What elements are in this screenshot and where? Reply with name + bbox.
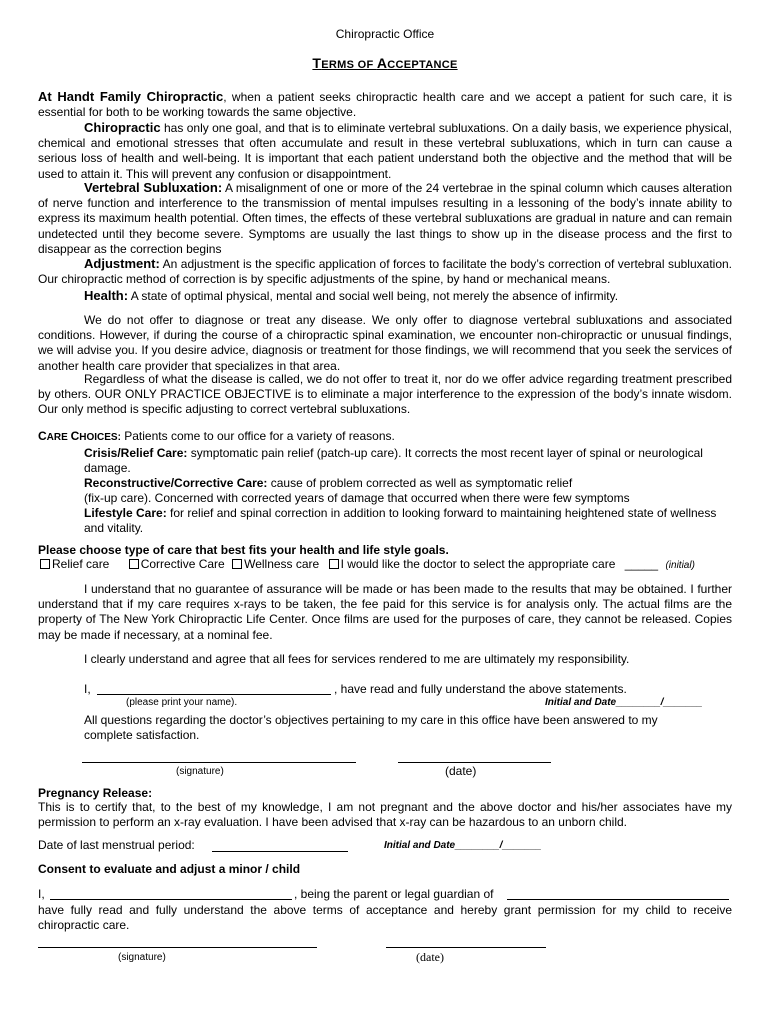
pregnancy-initial-date-field[interactable]: Initial and Date________/_______ [384,840,542,851]
care-options [40,557,695,571]
care-crisis-relief: Crisis/Relief Care: symptomatic pain relief (patch-up care). It corrects the most recent layer of spinal or neurological damage. [84,446,703,476]
office-label: Chiropractic Office [335,27,435,41]
definition-subluxation: Vertebral Subluxation: A misalignment of one or more of the 24 vertebrae in the spinal column which causes alteration of nerve function and interference to the transmission of mental impulses resulting in a lessoning of the body’s innate ability to express its maximum health potential. Often times, the effects of these vertebral subluxations are gradual in nature and can remain undetected until they become severe. Symptoms are usually the last things to show up in the disease process and the first to disappear as the correction begins [38,180,732,256]
paragraph-regardless: Regardless of what the disease is called, we do not offer to treat it, nor do we offer advice regarding treatment prescribed by others. OUR ONLY PRACTICE OBJECTIVE is to eliminate a major interference to the expression of the body’s innate wisdom. Our only method is specific adjusting to correct vertebral subluxations. [38,372,732,417]
minor-signature-label: (signature) [118,952,166,963]
care-choices-heading: CARE CHOICES: Patients come to our office for a variety of reasons. [38,429,395,443]
minor-date-field[interactable] [386,947,546,948]
checkbox-icon[interactable] [40,559,50,569]
checkbox-icon[interactable] [129,559,139,569]
intro-paragraph: At Handt Family Chiropractic, when a patient seeks chiropractic health care and we accept a patient for such care, it is essential for both to be working towards the same objective. [38,89,732,120]
minor-prefix: I, [38,887,45,901]
minor-text: have fully read and fully understand the above terms of acceptance and hereby grant permission for my child to receive chiropractic care. [38,903,732,933]
paragraph-no-diagnose: We do not offer to diagnose or treat any disease. We only offer to diagnose vertebral subluxations and associated conditions. However, if during the course of a chiropractic spinal examination, we encounter non-chiropractic or unusual findings, we will advise you. If you desire advice, diagnosis or treatment for those findings, we will recommend that you seek the services of another health care provider that specializes in that area. [38,313,732,373]
print-name-label: (please print your name). [126,697,238,708]
pregnancy-text: This is to certify that, to the best of my knowledge, I am not pregnant and the above doctor and his/her associates have my permission to perform an x-ray evaluation. I have been advised that x-ray can be hazardous to an unborn child. [38,800,732,830]
lmp-field[interactable] [212,851,348,852]
initial-label: (initial) [665,560,695,571]
option-corrective-care[interactable]: Corrective Care [129,557,225,571]
pregnancy-heading: Pregnancy Release: [38,786,153,800]
option-wellness-care[interactable]: Wellness care [232,557,319,571]
statement-suffix: , have read and fully understand the above statements. [334,682,627,696]
definition-health: Health: A state of optimal physical, mental and social well being, not merely the absence of infirmity. [84,288,619,303]
minor-date-label: (date) [416,950,444,964]
care-lifestyle: Lifestyle Care: for relief and spinal correction in addition to looking forward to maintaining heightened state of wellness and vitality. [84,506,717,536]
child-name-field[interactable] [507,899,729,900]
date-label: (date) [445,764,477,778]
questions-statement: All questions regarding the doctor’s objectives pertaining to my care in this office have been answered to my complete satisfaction. [84,713,658,743]
care-corrective-note: (fix-up care). Concerned with corrected years of damage that occurred when there were few symptoms [84,491,630,505]
initial-blank[interactable]: _____ [624,557,659,571]
page-title: TERMS OF ACCEPTANCE [312,55,458,71]
minor-signature-field[interactable] [38,947,317,948]
statement-prefix: I, [84,682,91,696]
minor-heading: Consent to evaluate and adjust a minor / child [38,862,301,876]
date-field[interactable] [398,762,551,763]
care-corrective: Reconstructive/Corrective Care: cause of problem corrected as well as symptomatic relief [84,476,573,490]
parent-name-field[interactable] [50,899,292,900]
initial-and-date-field[interactable]: Initial and Date________/_______ [545,697,703,708]
paragraph-fees: I clearly understand and agree that all fees for services rendered to me are ultimately my responsibility. [84,652,630,666]
option-relief-care[interactable]: Relief care [40,557,109,571]
print-name-field[interactable] [97,694,331,695]
lmp-label: Date of last menstrual period: [38,838,195,852]
minor-middle: , being the parent or legal guardian of [294,887,494,901]
paragraph-guarantee: I understand that no guarantee of assurance will be made or has been made to the results that may be obtained. I further understand that if my care requires x-rays to be taken, the fee paid for this service is for analysis only. The actual films are the property of The New York Chiropractic Life Center. Once films are used for the purposes of care, they cannot be released. Copies may be made if necessary, at a nominal fee. [38,582,732,642]
checkbox-icon[interactable] [232,559,242,569]
signature-field[interactable] [82,762,356,763]
signature-label: (signature) [176,766,224,777]
option-doctor-select[interactable]: I would like the doctor to select the appropriate care [329,557,616,571]
definition-chiropractic: Chiropractic has only one goal, and that is to eliminate vertebral subluxations. On a daily basis, we experience physical, chemical and emotional stresses that often accumulate and result in these vertebral subluxations, which in turn can cause a serious loss of health and well-being. It is important that each patient understand both the objective and the method that will be used to attain it. This will prevent any confusion or disappointment. [38,120,732,181]
definition-adjustment: Adjustment: An adjustment is the specific application of forces to facilitate the body’s correction of vertebral subluxation. Our chiropractic method of correction is by specific adjustments of the spine, by hand or mechanical means. [38,256,732,287]
choose-heading: Please choose type of care that best fits your health and life style goals. [38,543,449,557]
checkbox-icon[interactable] [329,559,339,569]
